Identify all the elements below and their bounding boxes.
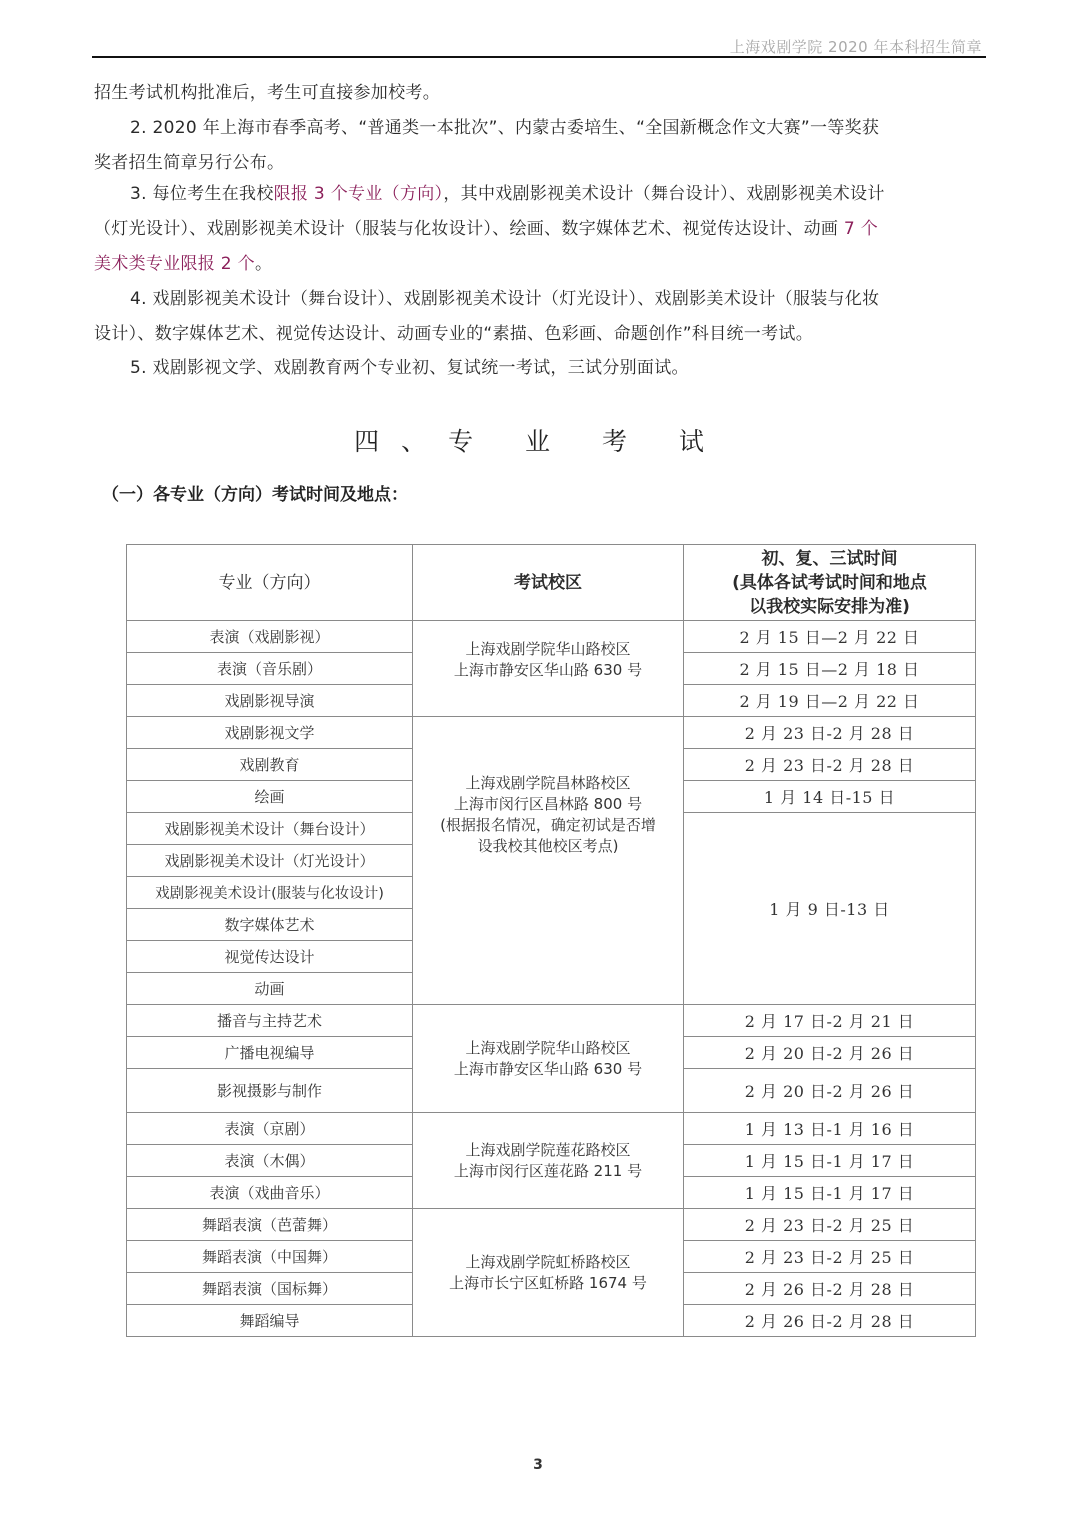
section-title: 四、专 业 考 试 <box>354 427 726 456</box>
paragraph-line: 奖者招生简章另行公布。 <box>94 153 285 173</box>
date-cell: 2 月 20 日-2 月 26 日 <box>684 1037 976 1069</box>
paragraph-text: 招生考试机构批准后，考生可直接参加校考。 <box>94 83 440 103</box>
campus-name: 上海戏剧学院虹桥路校区 <box>465 1252 631 1271</box>
header-campus: 考试校区 <box>413 545 684 621</box>
campus-address: 上海市静安区华山路 630 号 <box>453 661 643 679</box>
campus-cell <box>413 717 684 1005</box>
major-cell: 舞蹈表演（国标舞） <box>127 1273 413 1305</box>
paragraph-line <box>94 212 984 247</box>
major-cell: 绘画 <box>127 781 413 813</box>
page-number: 3 <box>533 1457 543 1473</box>
campus-name: 上海戏剧学院华山路校区 <box>465 640 631 658</box>
date-cell: 1 月 15 日-1 月 17 日 <box>684 1145 976 1177</box>
running-header: 上海戏剧学院 2020 年本科招生简章 <box>729 38 982 56</box>
campus-address: 上海市长宁区虹桥路 1674 号 <box>449 1273 647 1292</box>
major-cell: 表演（戏剧影视） <box>127 621 413 653</box>
major-cell: 表演（木偶） <box>127 1145 413 1177</box>
highlight-text: 7 个 <box>838 219 879 239</box>
paragraph-line: 2. 2020 年上海市春季高考、“普通类一本批次”、内蒙古委培生、“全国新概念作文大赛”一等奖获 <box>130 118 880 138</box>
date-cell: 2 月 26 日-2 月 28 日 <box>684 1305 976 1337</box>
major-cell: 动画 <box>127 973 413 1005</box>
table-row <box>127 1005 976 1037</box>
table-header-row <box>127 545 976 621</box>
major-cell: 舞蹈编导 <box>127 1305 413 1337</box>
campus-cell <box>413 1113 684 1209</box>
paragraph-text: 3. 每位考生在我校 <box>130 184 274 204</box>
header-time-line: 以我校实际安排为准) <box>749 596 910 617</box>
subsection-heading: （一）各专业（方向）考试时间及地点： <box>102 485 408 505</box>
major-cell: 戏剧教育 <box>127 749 413 781</box>
highlight-text: 限报 3 个专业（方向） <box>273 184 444 204</box>
date-cell: 2 月 23 日-2 月 28 日 <box>684 717 976 749</box>
campus-name: 上海戏剧学院莲花路校区 <box>465 1140 631 1159</box>
date-cell: 2 月 23 日-2 月 25 日 <box>684 1241 976 1273</box>
major-cell: 表演（京剧） <box>127 1113 413 1145</box>
paragraph-line <box>94 177 984 212</box>
campus-name: 上海戏剧学院昌林路校区 <box>465 773 631 792</box>
paragraph-item-3 <box>94 177 984 282</box>
paragraph-line: 设计）、数字媒体艺术、视觉传达设计、动画专业的“素描、色彩画、命题创作”科目统一考试。 <box>94 324 814 344</box>
exam-schedule-table-wrapper <box>126 544 975 1337</box>
date-cell: 1 月 9 日-13 日 <box>684 813 976 1005</box>
header-time <box>684 545 976 621</box>
date-cell: 2 月 15 日—2 月 18 日 <box>684 653 976 685</box>
campus-note: (根据报名情况，确定初试是否增 <box>440 815 656 834</box>
major-cell: 戏剧影视导演 <box>127 685 413 717</box>
table-row <box>127 717 976 749</box>
major-cell: 表演（音乐剧） <box>127 653 413 685</box>
paragraph-continuation <box>94 76 984 111</box>
campus-note: 设我校其他校区考点) <box>477 836 619 855</box>
date-cell: 2 月 17 日-2 月 21 日 <box>684 1005 976 1037</box>
date-cell: 2 月 26 日-2 月 28 日 <box>684 1273 976 1305</box>
major-cell: 舞蹈表演（中国舞） <box>127 1241 413 1273</box>
major-cell: 表演（戏曲音乐） <box>127 1177 413 1209</box>
campus-cell <box>413 1005 684 1113</box>
campus-cell <box>413 1209 684 1337</box>
paragraph-line <box>94 247 984 282</box>
paragraph-item-4 <box>94 282 984 352</box>
major-cell: 戏剧影视美术设计（舞台设计） <box>127 813 413 845</box>
paragraph-text: （灯光设计）、戏剧影视美术设计（服装与化妆设计）、绘画、数字媒体艺术、视觉传达设计、动画 <box>94 219 839 239</box>
major-cell: 数字媒体艺术 <box>127 909 413 941</box>
paragraph-item-5 <box>94 351 984 386</box>
exam-schedule-table <box>126 544 976 1337</box>
campus-address: 上海市闵行区昌林路 800 号 <box>453 794 643 813</box>
table-row <box>127 621 976 653</box>
campus-name: 上海戏剧学院华山路校区 <box>465 1038 631 1057</box>
date-cell: 1 月 15 日-1 月 17 日 <box>684 1177 976 1209</box>
major-cell: 视觉传达设计 <box>127 941 413 973</box>
major-cell: 戏剧影视文学 <box>127 717 413 749</box>
header-major: 专业（方向） <box>127 545 413 621</box>
paragraph-text: 。 <box>254 254 273 274</box>
major-cell: 广播电视编导 <box>127 1037 413 1069</box>
paragraph-text: ，其中戏剧影视美术设计（舞台设计）、戏剧影视美术设计 <box>443 184 885 204</box>
header-time-line: (具体各试考试时间和地点 <box>732 572 927 593</box>
major-cell: 舞蹈表演（芭蕾舞） <box>127 1209 413 1241</box>
date-cell: 1 月 14 日-15 日 <box>684 781 976 813</box>
table-row <box>127 1209 976 1241</box>
major-cell: 戏剧影视美术设计(服装与化妆设计) <box>127 877 413 909</box>
table-row <box>127 1113 976 1145</box>
major-cell: 戏剧影视美术设计（灯光设计） <box>127 845 413 877</box>
major-cell: 播音与主持艺术 <box>127 1005 413 1037</box>
paragraph-item-2 <box>94 111 984 181</box>
date-cell: 2 月 23 日-2 月 25 日 <box>684 1209 976 1241</box>
major-cell: 影视摄影与制作 <box>127 1069 413 1113</box>
date-cell: 2 月 19 日—2 月 22 日 <box>684 685 976 717</box>
paragraph-line: 5. 戏剧影视文学、戏剧教育两个专业初、复试统一考试，三试分别面试。 <box>130 358 689 378</box>
highlight-text: 美术类专业限报 2 个 <box>94 254 255 274</box>
campus-cell <box>413 621 684 717</box>
date-cell: 2 月 20 日-2 月 26 日 <box>684 1069 976 1113</box>
campus-address: 上海市闵行区莲花路 211 号 <box>453 1161 643 1180</box>
campus-address: 上海市静安区华山路 630 号 <box>453 1059 643 1078</box>
date-cell: 2 月 23 日-2 月 28 日 <box>684 749 976 781</box>
date-cell: 1 月 13 日-1 月 16 日 <box>684 1113 976 1145</box>
paragraph-line: 4. 戏剧影视美术设计（舞台设计）、戏剧影视美术设计（灯光设计）、戏剧影美术设计（服装与化妆 <box>130 289 880 309</box>
header-time-line: 初、复、三试时间 <box>761 548 898 569</box>
date-cell: 2 月 15 日—2 月 22 日 <box>684 621 976 653</box>
header-rule <box>92 56 986 58</box>
